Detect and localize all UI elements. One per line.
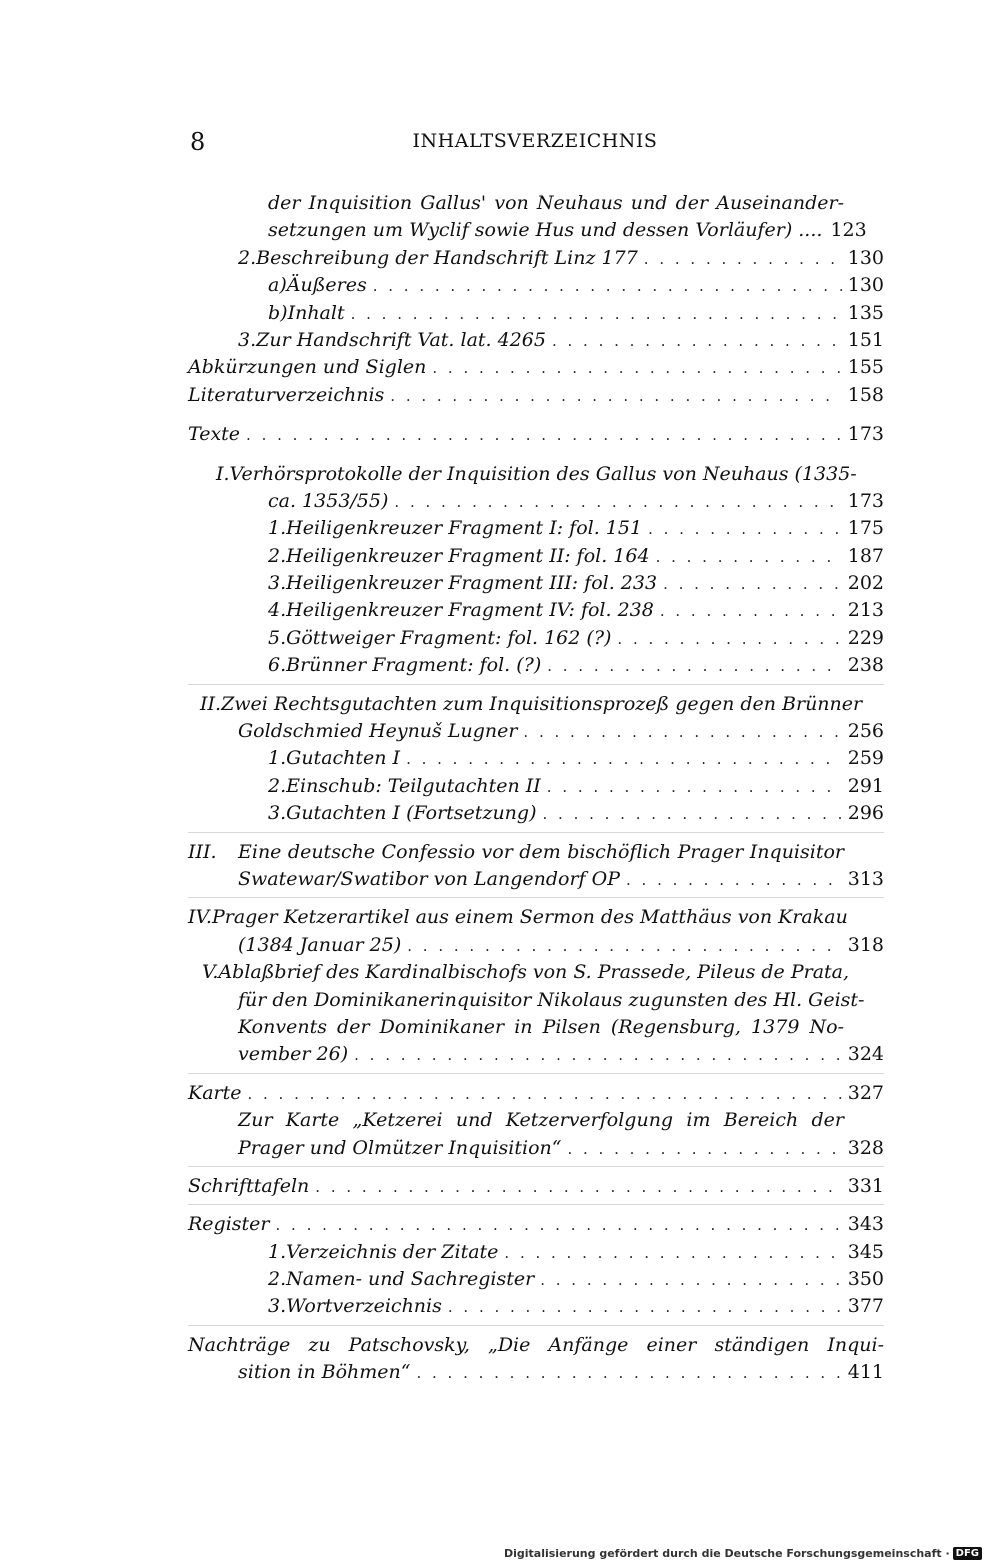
toc-line: Prager und Olmützer Inquisition“ . . . 328 [188,1135,884,1162]
toc-line: 4. Heiligenkreuzer Fragment IV: fol. 238 . . . 213 [188,597,884,624]
toc-line: Nachträge zu Patschovsky, „Die Anfänge einer ständigen Inqui- [188,1333,884,1356]
toc-line: III. Eine deutsche Confessio vor dem bischöflich Prager Inquisitor [188,840,844,863]
toc-line: Swatewar/Swatibor von Langendorf OP . . . 313 [188,866,884,893]
toc-line: Karte . . . 327 [188,1080,884,1107]
toc-line: 1. Heiligenkreuzer Fragment I: fol. 151 . . . 175 [188,515,884,542]
toc-line: Texte . . . 173 [188,421,884,448]
toc-line: IV. Prager Ketzerartikel aus einem Sermon des Matthäus von Krakau [188,906,848,929]
digitization-footer [504,1547,982,1560]
toc-line: vember 26) . . . 324 [188,1041,884,1068]
toc-line: 6. Brünner Fragment: fol. (?) . . . 238 [188,652,884,679]
toc-line: (1384 Januar 25) . . . 318 [188,932,884,959]
dfg-logo-icon: DFG [953,1547,982,1560]
toc-line: II. Zwei Rechtsgutachten zum Inquisitionsprozeß gegen den Brünner [200,692,863,715]
toc-line: Konvents der Dominikaner in Pilsen (Regensburg, 1379 No- [238,1015,844,1038]
toc-line: Register . . . 343 [188,1211,884,1238]
page-number: 8 [190,128,206,156]
toc-line: I. Verhörsprotokolle der Inquisition des Gallus von Neuhaus (1335- [216,462,857,485]
toc-line: für den Dominikanerinquisitor Nikolaus zugunsten des Hl. Geist- [238,988,865,1011]
toc-line: Zur Karte „Ketzerei und Ketzerverfolgung im Bereich der [238,1109,844,1132]
toc-line: 3. Zur Handschrift Vat. lat. 4265 . . . 151 [188,327,884,354]
toc-line: Goldschmied Heynuš Lugner . . . 256 [188,718,884,745]
toc-line: 1. Gutachten I . . . 259 [188,745,884,772]
toc-line: b) Inhalt . . . 135 [188,300,884,327]
page-header [190,128,880,162]
toc-line: ca. 1353/55) . . . 173 [188,488,884,515]
toc-line: 1. Verzeichnis der Zitate . . . 345 [188,1239,884,1266]
toc-line: V. Ablaßbrief des Kardinalbischofs von S. Prassede, Pileus de Prata, [202,961,850,984]
toc-line: Schrifttafeln . . . 331 [188,1173,884,1200]
toc-line: 5. Göttweiger Fragment: fol. 162 (?) . . . 229 [188,625,884,652]
toc-line: a) Äußeres . . . 130 [188,272,884,299]
page-title: INHALTSVERZEICHNIS [412,130,658,152]
footer-text: Digitalisierung gefördert durch die Deutsche Forschungsgemeinschaft · [503,1547,950,1560]
toc-line: Literaturverzeichnis . . . 158 [188,382,884,409]
toc-line: 3. Heiligenkreuzer Fragment III: fol. 233 . . . 202 [188,570,884,597]
toc-line: 3. Wortverzeichnis . . . 377 [188,1293,884,1320]
toc-line: 2. Beschreibung der Handschrift Linz 177 . . . 130 [188,245,884,272]
toc-line: 2. Einschub: Teilgutachten II . . . 291 [188,773,884,800]
toc-line: Abkürzungen und Siglen . . . 155 [188,354,884,381]
toc-line: 3. Gutachten I (Fortsetzung) . . . 296 [188,800,884,827]
table-of-contents [188,190,884,1387]
toc-line: sition in Böhmen“ . . . 411 [188,1359,884,1386]
toc-line: 2. Heiligenkreuzer Fragment II: fol. 164 . . . 187 [188,543,884,570]
toc-line: der Inquisition Gallus' von Neuhaus und der Auseinander- [268,192,844,214]
toc-line: setzungen um Wyclif sowie Hus und dessen Vorläufer) .... 123 [268,219,867,242]
toc-line: 2. Namen- und Sachregister . . . 350 [188,1266,884,1293]
